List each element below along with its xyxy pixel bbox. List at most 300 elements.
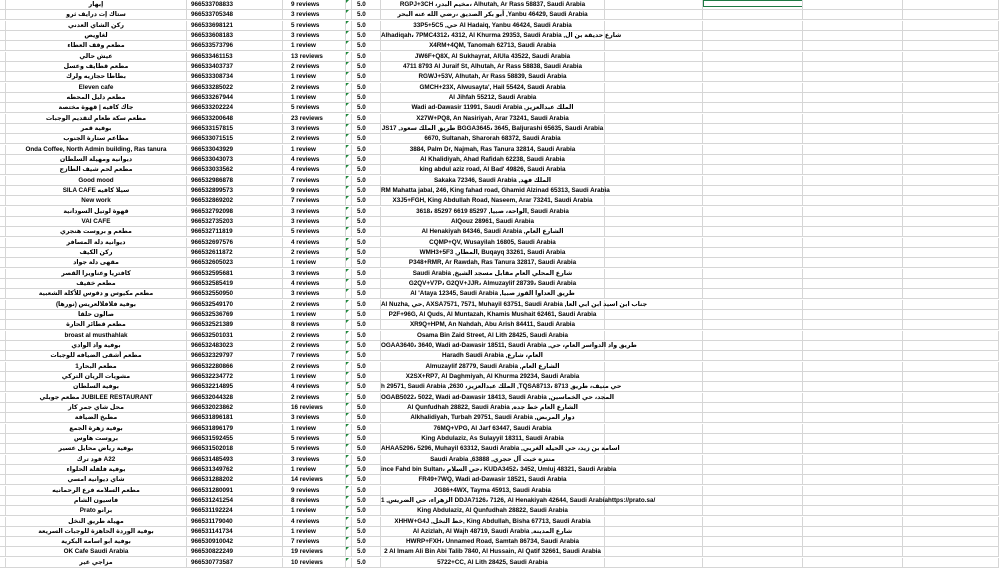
cell-address[interactable] [381, 320, 605, 330]
empty-cell[interactable] [903, 207, 999, 217]
cell-name[interactable]: مهيلة طريق النخل [6, 517, 187, 527]
empty-cell[interactable] [803, 475, 903, 485]
cell-name[interactable]: مطعم السلامه فرع الرحمانيه [6, 486, 187, 496]
cell-reviews[interactable]: 9 reviews [283, 486, 346, 496]
empty-cell[interactable] [803, 547, 903, 557]
cell-name[interactable]: لغاويص [6, 31, 187, 41]
cell-rating[interactable]: 5.0 [352, 124, 381, 134]
cell-phone[interactable]: 966532536769 [187, 310, 283, 320]
cell-reviews[interactable]: 3 reviews [283, 31, 346, 41]
cell-website[interactable] [605, 279, 703, 289]
cell-phone[interactable]: 966531485493 [187, 455, 283, 465]
cell-name[interactable]: بوفية فلافلالعريس (نورها) [6, 300, 187, 310]
cell-reviews[interactable]: 1 review [283, 506, 346, 516]
empty-cell[interactable] [803, 0, 903, 10]
cell-phone[interactable]: 966531896181 [187, 413, 283, 423]
cell-reviews[interactable]: 2 reviews [283, 331, 346, 341]
cell-phone[interactable]: 966533403737 [187, 62, 283, 72]
cell-address[interactable] [381, 21, 605, 31]
cell-name[interactable]: قهوة لوتيل السودانية [6, 207, 187, 217]
empty-cell[interactable] [803, 362, 903, 372]
cell-name[interactable]: صالون حلقا [6, 310, 187, 320]
cell-reviews[interactable]: 4 reviews [283, 165, 346, 175]
cell-rating[interactable]: 5.0 [352, 289, 381, 299]
cell-reviews[interactable]: 5 reviews [283, 434, 346, 444]
cell-phone[interactable]: 966531349762 [187, 465, 283, 475]
empty-cell[interactable] [703, 547, 803, 557]
empty-cell[interactable] [903, 465, 999, 475]
empty-cell[interactable] [703, 393, 803, 403]
cell-website[interactable] [605, 547, 703, 557]
empty-cell[interactable] [903, 31, 999, 41]
cell-name[interactable]: Good mood [6, 176, 187, 186]
cell-website[interactable] [605, 186, 703, 196]
cell-reviews[interactable]: 1 review [283, 424, 346, 434]
cell-rating[interactable]: 5.0 [352, 362, 381, 372]
cell-name[interactable]: بطاطا حجازيه ولرك [6, 72, 187, 82]
empty-cell[interactable] [903, 165, 999, 175]
empty-cell[interactable] [703, 93, 803, 103]
cell-reviews[interactable]: 7 reviews [283, 196, 346, 206]
empty-cell[interactable] [903, 486, 999, 496]
empty-cell[interactable] [903, 517, 999, 527]
cell-phone[interactable]: 966533698121 [187, 21, 283, 31]
cell-rating[interactable]: 5.0 [352, 382, 381, 392]
cell-rating[interactable]: 5.0 [352, 475, 381, 485]
empty-cell[interactable] [703, 103, 803, 113]
empty-cell[interactable] [903, 475, 999, 485]
cell-reviews[interactable]: 5 reviews [283, 227, 346, 237]
cell-address[interactable] [381, 10, 605, 20]
cell-name[interactable]: بوفية ابو اسامه البكرية [6, 537, 187, 547]
cell-rating[interactable]: 5.0 [352, 165, 381, 175]
cell-reviews[interactable]: 2 reviews [283, 134, 346, 144]
cell-name[interactable]: مطعم و بروست هنجري [6, 227, 187, 237]
cell-reviews[interactable]: 5 reviews [283, 21, 346, 31]
cell-website[interactable] [605, 196, 703, 206]
cell-rating[interactable]: 5.0 [352, 465, 381, 475]
cell-reviews[interactable]: 1 review [283, 72, 346, 82]
empty-cell[interactable] [703, 41, 803, 51]
cell-reviews[interactable]: 3 reviews [283, 455, 346, 465]
cell-phone[interactable]: 966532869202 [187, 196, 283, 206]
cell-rating[interactable]: 5.0 [352, 0, 381, 10]
empty-cell[interactable] [803, 165, 903, 175]
cell-phone[interactable]: 966531241254 [187, 496, 283, 506]
cell-phone[interactable]: 966532044328 [187, 393, 283, 403]
empty-cell[interactable] [903, 155, 999, 165]
cell-rating[interactable]: 5.0 [352, 10, 381, 20]
cell-website[interactable] [605, 486, 703, 496]
cell-address[interactable] [381, 114, 605, 124]
website-link[interactable]: https://prato.sa/ [608, 496, 656, 504]
cell-website[interactable] [605, 217, 703, 227]
cell-name[interactable]: مطاعم ستارة الجنوب [6, 134, 187, 144]
empty-cell[interactable] [803, 10, 903, 20]
cell-website[interactable] [605, 527, 703, 537]
cell-name[interactable]: مطعم خفيف [6, 279, 187, 289]
cell-address[interactable] [381, 382, 622, 392]
empty-cell[interactable] [903, 372, 999, 382]
empty-cell[interactable] [703, 496, 803, 506]
cell-phone[interactable]: 966533308734 [187, 72, 283, 82]
empty-cell[interactable] [803, 269, 903, 279]
cell-address[interactable] [381, 238, 605, 248]
cell-address[interactable] [381, 258, 605, 268]
cell-rating[interactable]: 5.0 [352, 310, 381, 320]
empty-cell[interactable] [903, 134, 999, 144]
cell-website[interactable] [605, 300, 703, 310]
cell-rating[interactable]: 5.0 [352, 93, 381, 103]
empty-cell[interactable] [803, 114, 903, 124]
cell-reviews[interactable]: 2 reviews [283, 300, 346, 310]
cell-name[interactable]: ركن الشاي العدني [6, 21, 187, 31]
cell-reviews[interactable]: 4 reviews [283, 279, 346, 289]
cell-address[interactable] [381, 103, 605, 113]
cell-reviews[interactable]: 8 reviews [283, 496, 346, 506]
empty-cell[interactable] [903, 103, 999, 113]
empty-cell[interactable] [803, 413, 903, 423]
empty-cell[interactable] [903, 434, 999, 444]
cell-name[interactable]: بوفية السلطان [6, 382, 187, 392]
cell-website[interactable] [605, 62, 703, 72]
empty-cell[interactable] [803, 300, 903, 310]
cell-phone[interactable]: 966531592455 [187, 434, 283, 444]
cell-website[interactable] [605, 238, 703, 248]
cell-name[interactable]: بوفية قمر [6, 124, 187, 134]
empty-cell[interactable] [803, 486, 903, 496]
empty-cell[interactable] [903, 331, 999, 341]
cell-website[interactable] [605, 176, 703, 186]
cell-website[interactable] [605, 248, 703, 258]
cell-name[interactable]: بوفية واد الوادي [6, 341, 187, 351]
cell-phone[interactable]: 966532234772 [187, 372, 283, 382]
cell-phone[interactable]: 966531280091 [187, 486, 283, 496]
cell-address[interactable] [381, 248, 605, 258]
cell-address[interactable] [381, 527, 605, 537]
cell-address[interactable] [381, 176, 605, 186]
cell-website[interactable] [605, 537, 703, 547]
cell-phone[interactable]: 966532483023 [187, 341, 283, 351]
cell-website[interactable] [605, 517, 703, 527]
cell-website[interactable] [605, 227, 703, 237]
cell-address[interactable] [381, 227, 605, 237]
cell-website[interactable] [605, 351, 703, 361]
cell-website[interactable] [605, 403, 703, 413]
cell-rating[interactable]: 5.0 [352, 320, 381, 330]
empty-cell[interactable] [903, 124, 999, 134]
empty-cell[interactable] [903, 310, 999, 320]
empty-cell[interactable] [903, 52, 999, 62]
cell-website[interactable] [605, 93, 703, 103]
cell-rating[interactable]: 5.0 [352, 517, 381, 527]
cell-phone[interactable]: 966530773587 [187, 558, 283, 568]
empty-cell[interactable] [903, 145, 999, 155]
cell-name[interactable]: بوفية الوردة الحاهزة للوجبات السريعة [6, 527, 187, 537]
cell-reviews[interactable]: 2 reviews [283, 362, 346, 372]
empty-cell[interactable] [903, 537, 999, 547]
cell-phone[interactable]: 966532899573 [187, 186, 283, 196]
empty-cell[interactable] [703, 217, 803, 227]
cell-reviews[interactable]: 3 reviews [283, 269, 346, 279]
empty-cell[interactable] [903, 269, 999, 279]
cell-reviews[interactable]: 2 reviews [283, 248, 346, 258]
cell-phone[interactable]: 966533461153 [187, 52, 283, 62]
cell-phone[interactable]: 966532735203 [187, 217, 283, 227]
cell-address[interactable] [381, 0, 605, 10]
cell-address[interactable] [381, 434, 605, 444]
cell-rating[interactable]: 5.0 [352, 238, 381, 248]
cell-reviews[interactable]: 14 reviews [283, 475, 346, 485]
cell-reviews[interactable]: 10 reviews [283, 558, 346, 568]
cell-website[interactable] [605, 558, 703, 568]
empty-cell[interactable] [903, 320, 999, 330]
empty-cell[interactable] [903, 248, 999, 258]
cell-reviews[interactable]: 3 reviews [283, 124, 346, 134]
cell-website[interactable] [605, 506, 703, 516]
empty-cell[interactable] [703, 362, 803, 372]
cell-address[interactable] [381, 279, 605, 289]
cell-rating[interactable]: 5.0 [352, 186, 381, 196]
empty-cell[interactable] [903, 393, 999, 403]
cell-address[interactable] [381, 362, 605, 372]
empty-cell[interactable] [803, 124, 903, 134]
cell-address[interactable] [381, 83, 605, 93]
empty-cell[interactable] [903, 527, 999, 537]
cell-name[interactable]: broast al musthahlak [6, 331, 187, 341]
empty-cell[interactable] [703, 165, 803, 175]
cell-name[interactable]: بروست هاوس [6, 434, 187, 444]
cell-reviews[interactable]: 16 reviews [283, 403, 346, 413]
cell-reviews[interactable]: 3 reviews [283, 217, 346, 227]
cell-phone[interactable]: 966532595681 [187, 269, 283, 279]
empty-cell[interactable] [803, 424, 903, 434]
cell-phone[interactable]: 966531192224 [187, 506, 283, 516]
empty-cell[interactable] [803, 382, 903, 392]
cell-website[interactable] [605, 413, 703, 423]
cell-rating[interactable]: 5.0 [352, 83, 381, 93]
empty-cell[interactable] [803, 331, 903, 341]
cell-rating[interactable]: 5.0 [352, 455, 381, 465]
cell-rating[interactable]: 5.0 [352, 413, 381, 423]
cell-reviews[interactable]: 4 reviews [283, 382, 346, 392]
cell-website[interactable] [605, 382, 703, 392]
cell-name[interactable]: إبهار [6, 0, 187, 10]
cell-website[interactable] [605, 10, 703, 20]
empty-cell[interactable] [803, 258, 903, 268]
cell-name[interactable]: بوفية زهرة الجمع [6, 424, 187, 434]
empty-cell[interactable] [803, 238, 903, 248]
cell-address[interactable] [381, 31, 622, 41]
empty-cell[interactable] [803, 558, 903, 568]
cell-rating[interactable]: 5.0 [352, 424, 381, 434]
empty-cell[interactable] [903, 93, 999, 103]
empty-cell[interactable] [903, 217, 999, 227]
cell-reviews[interactable]: 1 review [283, 372, 346, 382]
cell-name[interactable]: Eleven cafe [6, 83, 187, 93]
cell-website[interactable] [605, 83, 703, 93]
cell-address[interactable] [381, 455, 605, 465]
empty-cell[interactable] [903, 21, 999, 31]
cell-name[interactable]: ستاك إت درايف ثرو [6, 10, 187, 20]
cell-website[interactable] [605, 41, 703, 51]
cell-rating[interactable]: 5.0 [352, 372, 381, 382]
empty-cell[interactable] [903, 10, 999, 20]
cell-address[interactable] [381, 403, 605, 413]
cell-address[interactable] [381, 269, 605, 279]
empty-cell[interactable] [703, 300, 803, 310]
empty-cell[interactable] [703, 279, 803, 289]
cell-name[interactable]: ركن الكيف [6, 248, 187, 258]
cell-website[interactable] [605, 320, 703, 330]
cell-phone[interactable]: 966532549170 [187, 300, 283, 310]
cell-phone[interactable]: 966531141734 [187, 527, 283, 537]
cell-reviews[interactable]: 4 reviews [283, 238, 346, 248]
cell-phone[interactable]: 966532792098 [187, 207, 283, 217]
cell-reviews[interactable]: 1 review [283, 93, 346, 103]
empty-cell[interactable] [903, 424, 999, 434]
cell-reviews[interactable]: 5 reviews [283, 103, 346, 113]
cell-website[interactable] [605, 393, 703, 403]
cell-rating[interactable]: 5.0 [352, 496, 381, 506]
empty-cell[interactable] [703, 558, 803, 568]
empty-cell[interactable] [703, 444, 803, 454]
empty-cell[interactable] [803, 21, 903, 31]
empty-cell[interactable] [803, 176, 903, 186]
cell-phone[interactable]: 966532986878 [187, 176, 283, 186]
cell-phone[interactable]: 966532605023 [187, 258, 283, 268]
cell-rating[interactable]: 5.0 [352, 62, 381, 72]
empty-cell[interactable] [703, 289, 803, 299]
cell-name[interactable]: مطعم أشقى الضيافه للوجبات [6, 351, 187, 361]
cell-name[interactable]: شاي ديوانية امسي [6, 475, 187, 485]
cell-reviews[interactable]: 3 reviews [283, 10, 346, 20]
cell-rating[interactable]: 5.0 [352, 279, 381, 289]
empty-cell[interactable] [803, 227, 903, 237]
empty-cell[interactable] [803, 517, 903, 527]
empty-cell[interactable] [803, 186, 903, 196]
empty-cell[interactable] [903, 227, 999, 237]
empty-cell[interactable] [703, 269, 803, 279]
empty-cell[interactable] [903, 351, 999, 361]
cell-website[interactable] [605, 455, 703, 465]
empty-cell[interactable] [903, 186, 999, 196]
cell-rating[interactable]: 5.0 [352, 341, 381, 351]
cell-website[interactable] [605, 424, 703, 434]
empty-cell[interactable] [803, 341, 903, 351]
empty-cell[interactable] [803, 31, 903, 41]
empty-cell[interactable] [703, 506, 803, 516]
cell-name[interactable]: ديوانية ومهيلة السلطان [6, 155, 187, 165]
cell-address[interactable] [381, 351, 605, 361]
cell-phone[interactable]: 966532280866 [187, 362, 283, 372]
cell-address[interactable] [381, 155, 605, 165]
cell-website[interactable] [605, 362, 703, 372]
cell-name[interactable]: مطعم جوبلي JUBILEE RESTAURANT [6, 393, 187, 403]
cell-rating[interactable]: 5.0 [352, 134, 381, 144]
empty-cell[interactable] [803, 52, 903, 62]
cell-phone[interactable]: 966532611872 [187, 248, 283, 258]
cell-reviews[interactable]: 1 review [283, 527, 346, 537]
cell-phone[interactable]: 966532585419 [187, 279, 283, 289]
cell-reviews[interactable]: 7 reviews [283, 351, 346, 361]
empty-cell[interactable] [803, 537, 903, 547]
empty-cell[interactable] [803, 289, 903, 299]
cell-name[interactable]: بوفية فلفلة الحلواء [6, 465, 187, 475]
empty-cell[interactable] [703, 517, 803, 527]
cell-website[interactable] [605, 103, 703, 113]
cell-phone[interactable]: 966532521389 [187, 320, 283, 330]
cell-reviews[interactable]: 9 reviews [283, 0, 346, 10]
empty-cell[interactable] [903, 382, 999, 392]
cell-rating[interactable]: 5.0 [352, 72, 381, 82]
cell-rating[interactable]: 5.0 [352, 444, 381, 454]
cell-name[interactable]: ديوانية دلة المسافر [6, 238, 187, 248]
cell-reviews[interactable]: 2 reviews [283, 393, 346, 403]
cell-website[interactable] [605, 258, 703, 268]
empty-cell[interactable] [903, 341, 999, 351]
empty-cell[interactable] [903, 72, 999, 82]
cell-name[interactable]: مطعم سكة طعام لتقديم الوجبات [6, 114, 187, 124]
cell-website[interactable] [605, 155, 703, 165]
cell-rating[interactable]: 5.0 [352, 537, 381, 547]
cell-phone[interactable]: 966532329797 [187, 351, 283, 361]
cell-phone[interactable]: 966532501031 [187, 331, 283, 341]
cell-website[interactable] [605, 496, 703, 506]
cell-reviews[interactable]: 4 reviews [283, 517, 346, 527]
cell-address[interactable] [381, 207, 605, 217]
empty-cell[interactable] [703, 351, 803, 361]
cell-address[interactable] [381, 196, 605, 206]
empty-cell[interactable] [703, 455, 803, 465]
cell-name[interactable]: مطعم وقف العطاء [6, 41, 187, 51]
cell-rating[interactable]: 5.0 [352, 145, 381, 155]
cell-phone[interactable]: 966532214895 [187, 382, 283, 392]
cell-reviews[interactable]: 1 review [283, 310, 346, 320]
cell-address[interactable] [381, 331, 605, 341]
empty-cell[interactable] [903, 114, 999, 124]
empty-cell[interactable] [803, 351, 903, 361]
empty-cell[interactable] [703, 83, 803, 93]
cell-address[interactable] [381, 393, 615, 403]
cell-name[interactable]: مطعم لحم شيف الطازج [6, 165, 187, 175]
cell-address[interactable] [381, 475, 605, 485]
empty-cell[interactable] [803, 455, 903, 465]
cell-address[interactable] [381, 289, 605, 299]
cell-name[interactable]: مطعم قطائر الحارة [6, 320, 187, 330]
cell-address[interactable] [381, 93, 605, 103]
cell-address[interactable] [381, 444, 620, 454]
empty-cell[interactable] [703, 527, 803, 537]
cell-website[interactable] [605, 207, 703, 217]
empty-cell[interactable] [703, 155, 803, 165]
empty-cell[interactable] [803, 320, 903, 330]
empty-cell[interactable] [703, 403, 803, 413]
cell-phone[interactable]: 966533285022 [187, 83, 283, 93]
empty-cell[interactable] [903, 547, 999, 557]
cell-name[interactable]: مطعم دليل المحطه [6, 93, 187, 103]
cell-website[interactable] [605, 21, 703, 31]
cell-name[interactable]: VAI CAFE [6, 217, 187, 227]
cell-name[interactable]: OK Cafe Saudi Arabia [6, 547, 187, 557]
cell-address[interactable] [381, 547, 605, 557]
cell-website[interactable] [605, 465, 703, 475]
empty-cell[interactable] [803, 403, 903, 413]
cell-name[interactable]: محل شاي جمر كاز [6, 403, 187, 413]
empty-cell[interactable] [903, 83, 999, 93]
cell-name[interactable]: SILA CAFE سيلا كافيه [6, 186, 187, 196]
cell-address[interactable] [381, 424, 605, 434]
